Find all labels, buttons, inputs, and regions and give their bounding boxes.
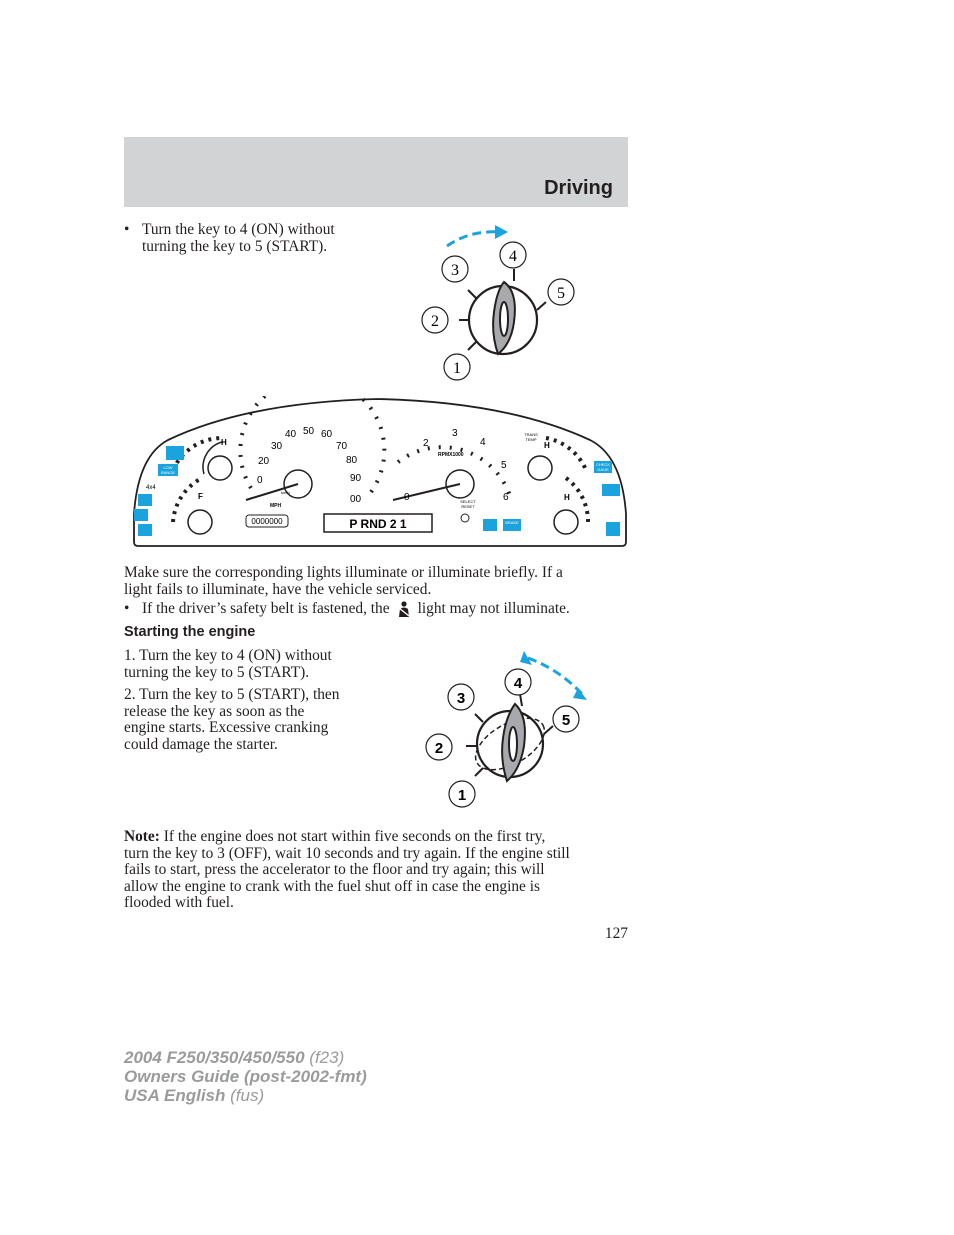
fuel-icon [138,494,152,506]
step-2: 2. Turn the key to 5 (START), then release the key as soon as the engine starts. Excessive cranking could damage the starter. [124,686,340,753]
key-slot-icon [500,302,508,336]
svg-text:0: 0 [257,475,263,486]
step-1: 1. Turn the key to 4 (ON) without turning the key to 5 (START). [124,647,332,681]
svg-text:H: H [564,493,570,502]
rotation-arrow [528,658,582,694]
svg-text:F: F [198,492,203,501]
svg-text:km/h: km/h [281,490,290,495]
section-heading-starting-engine: Starting the engine [124,624,256,640]
check-engine-icon [134,509,148,521]
position-label-4 [505,669,531,695]
svg-text:30: 30 [271,441,283,452]
position-label-1 [449,781,475,807]
svg-text:H: H [544,441,550,450]
bullet-safety-belt: • If the driver’s safety belt is fastened, the light may not illuminate. [124,600,570,617]
svg-text:RPMX1000: RPMX1000 [438,452,464,458]
svg-text:3: 3 [452,428,458,439]
svg-text:00: 00 [350,494,362,505]
svg-text:50: 50 [303,426,315,437]
svg-text:0: 0 [404,492,410,503]
svg-text:LOW: LOW [163,465,173,470]
svg-text:3: 3 [451,262,459,279]
svg-text:4: 4 [509,248,517,265]
position-label-3 [448,684,474,710]
gear-indicator: P RND 2 1 [349,517,407,531]
svg-text:4: 4 [513,675,523,692]
svg-text:5: 5 [561,712,571,729]
svg-text:2: 2 [434,740,444,757]
bullet-dot: • [124,600,130,617]
svg-text:3: 3 [456,690,466,707]
seatbelt-icon [138,524,152,536]
instrument-cluster-diagram [128,396,630,552]
svg-text:2: 2 [431,313,439,330]
paragraph-lights-check: Make sure the corresponding lights illuminate or illuminate briefly. If a light fails to illuminate, have the vehicle serviced. [124,564,563,598]
position-label-2 [422,307,448,333]
section-header-band [124,137,628,207]
svg-text:GAGE: GAGE [597,467,609,472]
overdrive-icon [483,519,497,531]
bullet-text: Turn the key to 4 (ON) without turning the key to 5 (START). [142,221,335,255]
svg-text:60: 60 [321,429,333,440]
position-label-5 [548,279,574,305]
svg-text:4x4: 4x4 [146,485,156,491]
seatbelt-warning-icon [394,601,414,618]
position-label-5 [553,706,579,732]
svg-text:90: 90 [350,473,362,484]
ignition-key-diagram-1 [415,222,585,382]
svg-text:1: 1 [457,787,467,804]
document-footer: 2004 F250/350/450/550 (f23) Owners Guide (post-2002-fmt) USA English (fus) [124,1048,367,1105]
airbag-icon [606,522,620,536]
svg-text:RESET: RESET [461,504,475,509]
svg-text:1: 1 [453,360,461,377]
svg-text:6: 6 [503,492,509,503]
svg-text:H: H [221,438,227,447]
bullet-dot: • [124,221,130,238]
svg-text:4: 4 [480,437,486,448]
section-title: Driving [544,177,613,199]
svg-text:80: 80 [346,455,358,466]
svg-text:5: 5 [501,460,507,471]
key-slot-icon [509,727,517,761]
note-paragraph: Note: If the engine does not start within five seconds on the first try, turn the key to 3 (OFF), wait 10 seconds and try again. If the engine still fails to start, press the accelerator to the floor and try again; this will allow the engine to crank with the fuel shut off in case the engine is flooded with fuel. [124,828,570,912]
position-label-3 [442,256,468,282]
svg-text:0000000: 0000000 [251,517,283,526]
svg-text:MPH: MPH [270,503,282,509]
rotation-arrow [447,232,500,246]
4wd-indicator-icon [166,446,184,460]
svg-text:RANGE: RANGE [160,470,176,475]
svg-text:2: 2 [423,438,429,449]
bullet-turn-key-on [124,222,335,255]
svg-text:TEMP: TEMP [525,437,537,442]
svg-text:70: 70 [336,441,348,452]
battery-icon [602,484,620,496]
note-label: Note: [124,828,160,845]
svg-text:5: 5 [557,285,565,302]
svg-text:TRANS: TRANS [524,432,538,437]
position-label-4 [500,242,526,268]
arrow-head-icon [495,225,508,239]
position-label-1 [444,354,470,380]
svg-text:SELECT: SELECT [460,499,476,504]
svg-text:CHECK: CHECK [595,462,611,467]
svg-text:40: 40 [285,429,297,440]
svg-text:20: 20 [258,456,270,467]
ignition-key-diagram-2 [420,648,595,810]
page-number: 127 [604,925,628,942]
position-label-2 [426,734,452,760]
svg-text:BRAKE: BRAKE [505,520,519,525]
